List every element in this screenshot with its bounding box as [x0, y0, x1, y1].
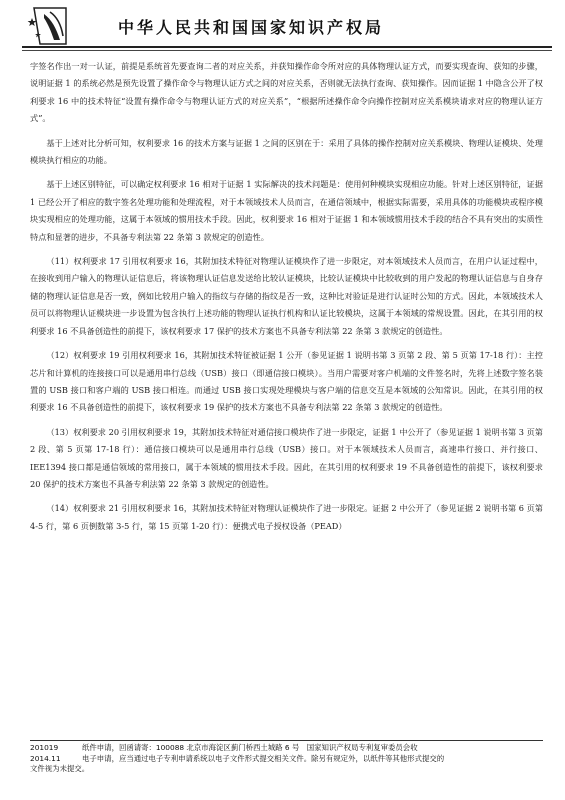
page-footer — [30, 743, 543, 775]
header-title: 中华人民共和国国家知识产权局 — [118, 18, 385, 37]
cnipa-emblem-icon — [26, 6, 72, 46]
body-paragraph: （13）权利要求 20 引用权利要求 19，其附加技术特征对通信接口模块作了进一步限定，证据 1 中公开了（参见证据 1 说明书第 3 页第 2 段、第 5 页第 17-18 行）：通信接口模块可以是通用串行总线（USB）接口。对于本领域技术人员而言，高速串行接口、并行接口、IEE1394 接口都是通信领域的常用接口，属于本领域的惯用技术手段。因此，在其引用的权利要求 19 不具备创造性的前提下，该权利要求 20 保护的技术方案也不具备专利法第 22 条第 3 款规定的创造性。 — [30, 426, 543, 489]
header-rule — [22, 46, 552, 48]
body-paragraph: 基于上述区别特征，可以确定权利要求 16 相对于证据 1 实际解决的技术问题是：使用何种模块实现相应功能。针对上述区别特征，证据 1 已经公开了相应的数字签名处理功能和处理流程，对于本领域技术人员而言，在通信领域中，根据实际需要，采用具体的功能模块或程序模块实现相应的处理功能，这属于本领域的惯用技术手段。因此，权利要求 16 相对于证据 1 和本领域惯用技术手段的结合不具有突出的实质性特点和显著的进步，不具备专利法第 22 条第 3 款规定的创造性。 — [30, 179, 543, 242]
body-paragraph: 基于上述对比分析可知，权利要求 16 的技术方案与证据 1 之间的区别在于：采用了具体的操作控制对应关系模块、物理认证模块、处理模块执行相应的功能。 — [30, 137, 543, 166]
form-version: 2014.11 — [30, 753, 61, 763]
page-header — [0, 0, 565, 52]
footer-row — [30, 743, 543, 754]
body-paragraph: （12）权利要求 19 引用权利要求 16，其附加技术特征被证据 1 公开（参见证据 1 说明书第 3 页第 2 段、第 5 页第 17-18 行）：主控芯片和计算机的连接接口可以是通用串行总线（USB）接口（即通信接口模块）。当用户需要对客户机端的文件签名时，先将上述数字签名装置的 USB 接口和客户端的 USB 接口相连。而通过 USB 接口实现处理模块与客户端的信息交互是本领域的公知常识。因此，在其引用的权利要求 16 不具备创造性的前提下，该权利要求 19 保护的技术方案也不具备专利法第 22 条第 3 款规定的创造性。 — [30, 350, 543, 413]
body-paragraph: （14）权利要求 21 引用权利要求 16，其附加技术特征对物理认证模块作了进一步限定。证据 2 中公开了（参见证据 2 说明书第 6 页第 4-5 行，第 6 页倒数第 3-5 行，第 15 页第 1-20 行）：便携式电子授权设备（PEAD） — [30, 503, 543, 531]
form-code: 201019 — [30, 743, 59, 752]
footer-rule — [30, 740, 543, 741]
footer-row — [30, 754, 543, 765]
body-paragraph: （11）权利要求 17 引用权利要求 16，其附加技术特征对物理认证模块作了进一步限定，对本领域技术人员而言，在用户认证过程中，在接收到用户输入的物理认证信息后，将该物理认证信息发送给比较认证模块，比较认证模块中比较收到的用户发起的物理认证信息与自身存储的物理认证信息是否一致，例如比较用户输入的指纹与存储的指纹是否一致，这种比对验证是进行认证时公知的方式。因此，本领域技术人员可以将物理认证模块进一步设置为包含执行上述功能的物理认证执行机构和认证比较模块，这属于本领域的常规设置。因此，在其引用的权利要求 16 不具备创造性的前提下，该权利要求 17 保护的技术方案也不具备专利法第 22 条第 3 款规定的创造性。 — [30, 256, 543, 336]
footer-mail-notice: 纸件申请，回函请寄：100088 北京市海淀区蓟门桥西土城路 6 号 国家知识产权局专利复审委员会收 — [82, 743, 418, 752]
footer-electronic-notice: 电子申请，应当通过电子专利申请系统以电子文件形式提交相关文件。除另有规定外，以纸件等其他形式提交的 — [82, 753, 445, 763]
header-rule-secondary — [22, 50, 552, 51]
document-body — [30, 58, 543, 542]
footer-continuation: 文件视为未提交。 — [30, 764, 90, 773]
body-paragraph: 字签名作出一对一认证，前提是系统首先要查询二者的对应关系，并获知操作命令所对应的具体物理认证方式，而要实现查询、获知的步骤，说明证据 1 的系统必然是预先设置了操作命令与物理认证方式之间的对应关系，否则就无法执行查询、获知操作。因而证据 1 中隐含公开了权利要求 16 中的技术特征“设置有操作命令与物理认证方式的对应关系”，“根据所述操作命令向操作控制对应关系模块请求对应的物理认证方式”。 — [30, 61, 543, 124]
